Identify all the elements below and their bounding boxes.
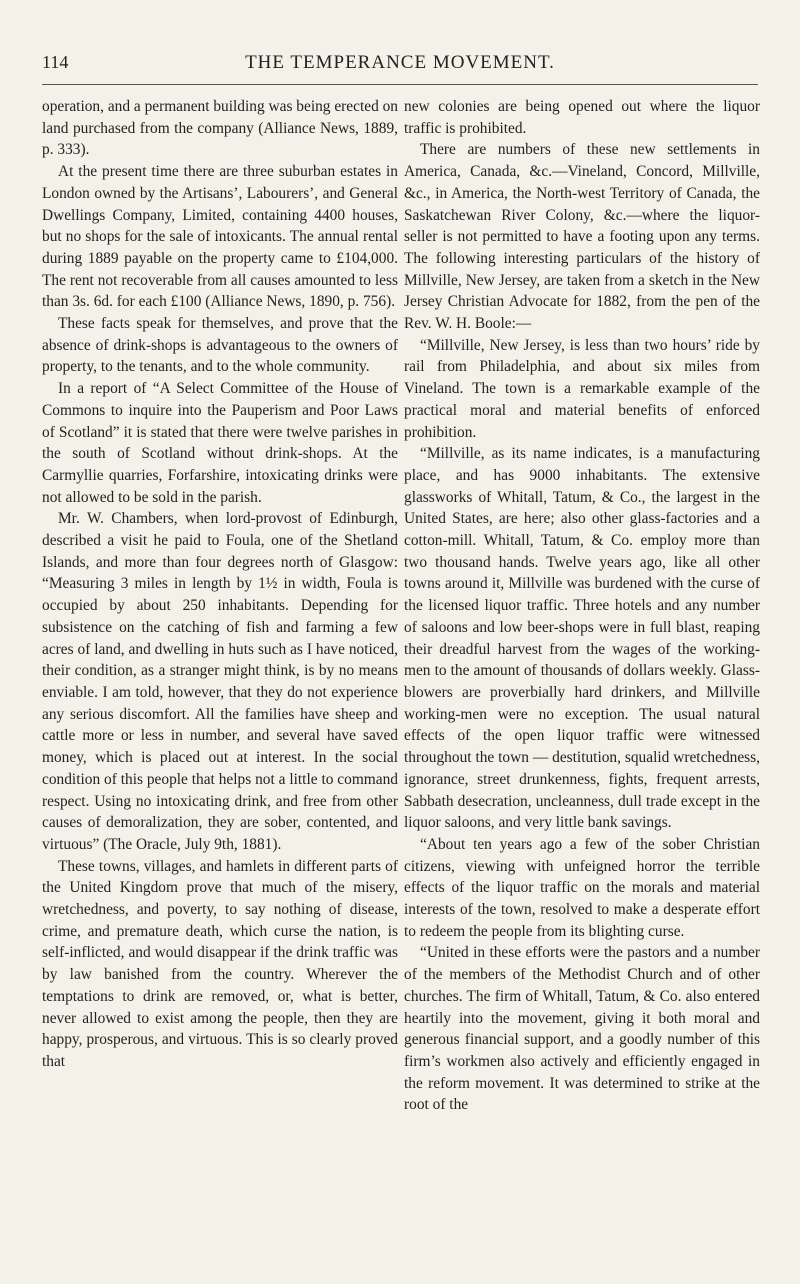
right-column: [404, 96, 760, 1116]
page-header: [42, 52, 758, 82]
paragraph: new colonies are being opened out where the liquor traffic is prohibited.: [404, 98, 760, 137]
paragraph: These towns, villages, and hamlets in different parts of the United Kingdom prove that much of the misery, wretchedness, and poverty, to say nothing of disease, crime, and premature death, which curse the nation, is self-inflicted, and would disappear if the drink traffic was by law banished from the country. Wherever the temptations to drink are removed, or, what is better, never allowed to exist among the people, then they are happy, prosperous, and virtuous. This is so clearly proved that: [42, 857, 398, 1070]
page-number: 114: [42, 52, 69, 72]
paragraph: These facts speak for themselves, and prove that the absence of drink-shops is advantageous to the owners of property, to the tenants, and to the whole community.: [42, 315, 398, 376]
paragraph: At the present time there are three suburban estates in London owned by the Artisans’, Labourers’, and General Dwellings Company, Limited, containing 4400 houses, but no shops for the sale of intoxicants. The annual rental during 1889 payable on the property came to £104,000. The rent not recoverable from all causes amounted to less than 3s. 6d. for each £100 (Alliance News, 1890, p. 756).: [42, 163, 398, 311]
header-rule: [42, 84, 758, 85]
paragraph: operation, and a permanent building was being erected on land purchased from the company (Alliance News, 1889, p. 333).: [42, 98, 398, 159]
paragraph: In a report of “A Select Committee of the House of Commons to inquire into the Pauperism and Poor Laws of Scotland” it is stated that there were twelve parishes in the south of Scotland without drink-shops. At the Carmyllie quarries, Forfarshire, intoxicating drinks were not allowed to be sold in the parish.: [42, 380, 398, 506]
paragraph: There are numbers of these new settlements in America, Canada, &c.—Vineland, Concord, Millville, &c., in America, the North-west Territory of Canada, the Saskatchewan River Colony, &c.—where the liquor-seller is not permitted to have a footing upon any terms. The following interesting particulars of the history of Millville, New Jersey, are taken from a sketch in the New Jersey Christian Advocate for 1882, from the pen of the Rev. W. H. Boole:—: [404, 141, 760, 333]
paragraph: Mr. W. Chambers, when lord-provost of Edinburgh, described a visit he paid to Foula, one of the Shetland Islands, and more than four degrees north of Glasgow: “Measuring 3 miles in length by 1½ in width, Foula is occupied by about 250 inhabitants. Depending for subsistence on the catching of fish and farming a few acres of land, and dwelling in huts such as I have noticed, their condition, as a stranger might think, is by no means enviable. I am told, however, that they do not experience any serious discomfort. All the families have sheep and cattle more or less in number, and several have saved money, which is placed out at interest. In the social condition of this people that helps not a little to command respect. Using no intoxicating drink, and free from other causes of demoralization, they are sober, contented, and virtuous” (The Oracle, July 9th, 1881).: [42, 510, 398, 853]
paragraph: “United in these efforts were the pastors and a number of the members of the Methodist Church and of other churches. The firm of Whitall, Tatum, & Co. also entered heartily into the movement, giving it both moral and generous financial support, and a goodly number of this firm’s workmen also actively and efficiently engaged in the reform movement. It was determined to strike at the root of the: [404, 944, 760, 1114]
running-title: THE TEMPERANCE MOVEMENT.: [245, 52, 555, 73]
paragraph: “About ten years ago a few of the sober Christian citizens, viewing with unfeigned horror the terrible effects of the liquor traffic on the morals and material interests of the town, resolved to make a desperate effort to redeem the people from its blighting curse.: [404, 835, 760, 940]
paragraph: “Millville, as its name indicates, is a manufacturing place, and has 9000 inhabitants. The extensive glassworks of Whitall, Tatum, & Co., the largest in the United States, are here; also other glass-factories and a cotton-mill. Whitall, Tatum, & Co. employ more than two thousand hands. Twelve years ago, like all other towns around it, Millville was burdened with the curse of the licensed liquor traffic. Three hotels and any number of saloons and low beer-shops were in full blast, reaping their dreadful harvest from the wages of the working-men to the amount of thousands of dollars weekly. Glass-blowers are proverbially hard drinkers, and Millville working-men were no exception. The usual natural effects of the open liquor traffic were witnessed throughout the town — destitution, squalid wretchedness, ignorance, street drunkenness, fights, frequent arrests, Sabbath desecration, uncleanness, dull trade except in the liquor saloons, and very little bank savings.: [404, 445, 760, 832]
paragraph: “Millville, New Jersey, is less than two hours’ ride by rail from Philadelphia, and about six miles from Vineland. The town is a remarkable example of the practical moral and material benefits of enforced prohibition.: [404, 336, 760, 441]
left-column: [42, 96, 398, 1073]
